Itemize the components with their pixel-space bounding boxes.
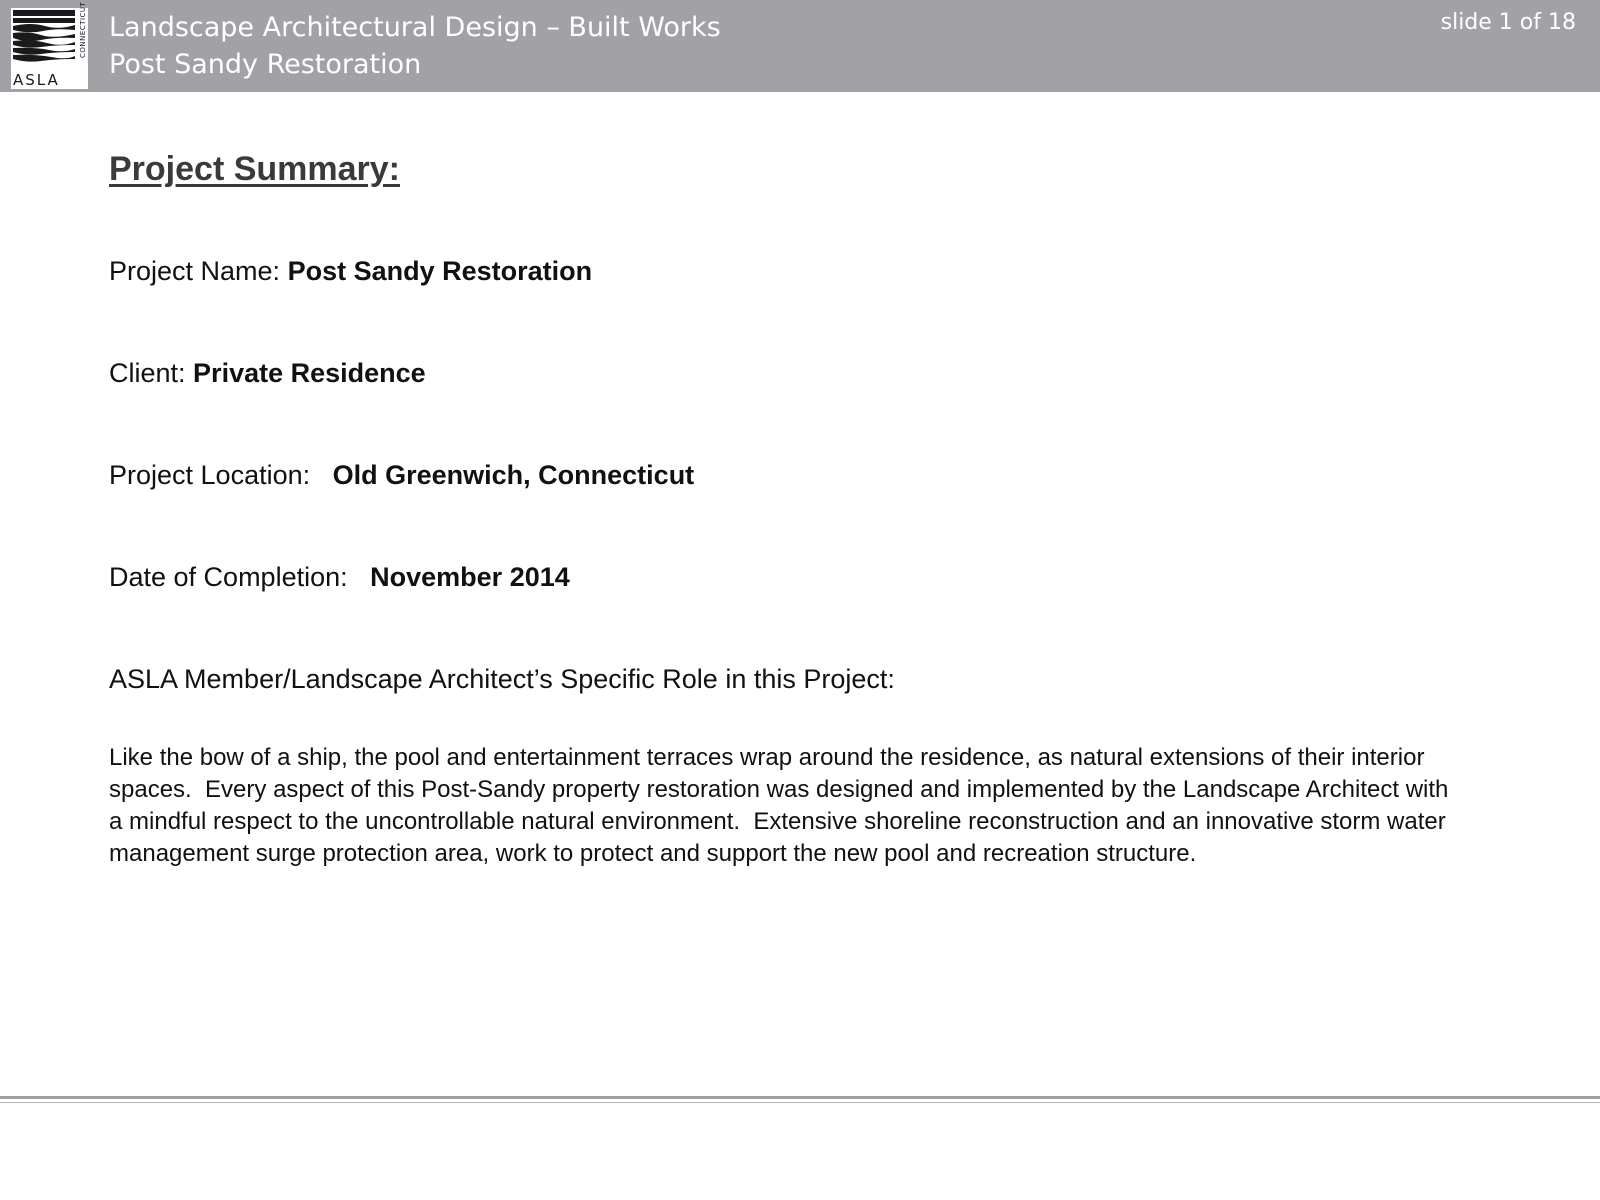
asla-connecticut-logo-icon [11,1,88,89]
client-label: Client: [109,358,194,388]
client-value: Private Residence [193,358,426,388]
project-name-field [109,256,592,287]
footer-divider-thin [0,1102,1600,1103]
completion-date-label: Date of Completion: [109,562,371,592]
slide-header [0,0,1600,92]
project-name-label: Project Name: [109,256,288,286]
role-description: Like the bow of a ship, the pool and entertainment terraces wrap around the residence, as natural extensions of their interior spaces. Every aspect of this Post-Sandy property restoration was designed and implemented by the Landscape Architect with a mindful respect to the uncontrollable natural environment. Extensive shoreline reconstruction and an innovative storm water management surge protection area, work to protect and support the new pool and recreation structure. [109,744,1456,867]
project-location-field [109,460,694,491]
logo-text: ASLA [13,71,60,89]
project-name-value: Post Sandy Restoration [287,256,593,286]
completion-date-value: November 2014 [370,562,570,592]
project-location-value: Old Greenwich, Connecticut [332,460,695,490]
slide-counter: slide 1 of 18 [1440,10,1576,35]
footer-divider [0,1096,1600,1099]
presentation-title: Landscape Architectural Design – Built Works [109,12,721,43]
completion-date-field [109,562,570,593]
client-field [109,358,426,389]
logo-landscape-lines-icon [11,8,77,66]
project-summary-heading: Project Summary: [109,150,400,188]
project-location-label: Project Location: [109,460,333,490]
logo-state-text: CONNECTICUT [79,1,87,58]
presentation-subtitle: Post Sandy Restoration [109,49,422,80]
role-heading: ASLA Member/Landscape Architect’s Specific Role in this Project: [109,664,895,694]
